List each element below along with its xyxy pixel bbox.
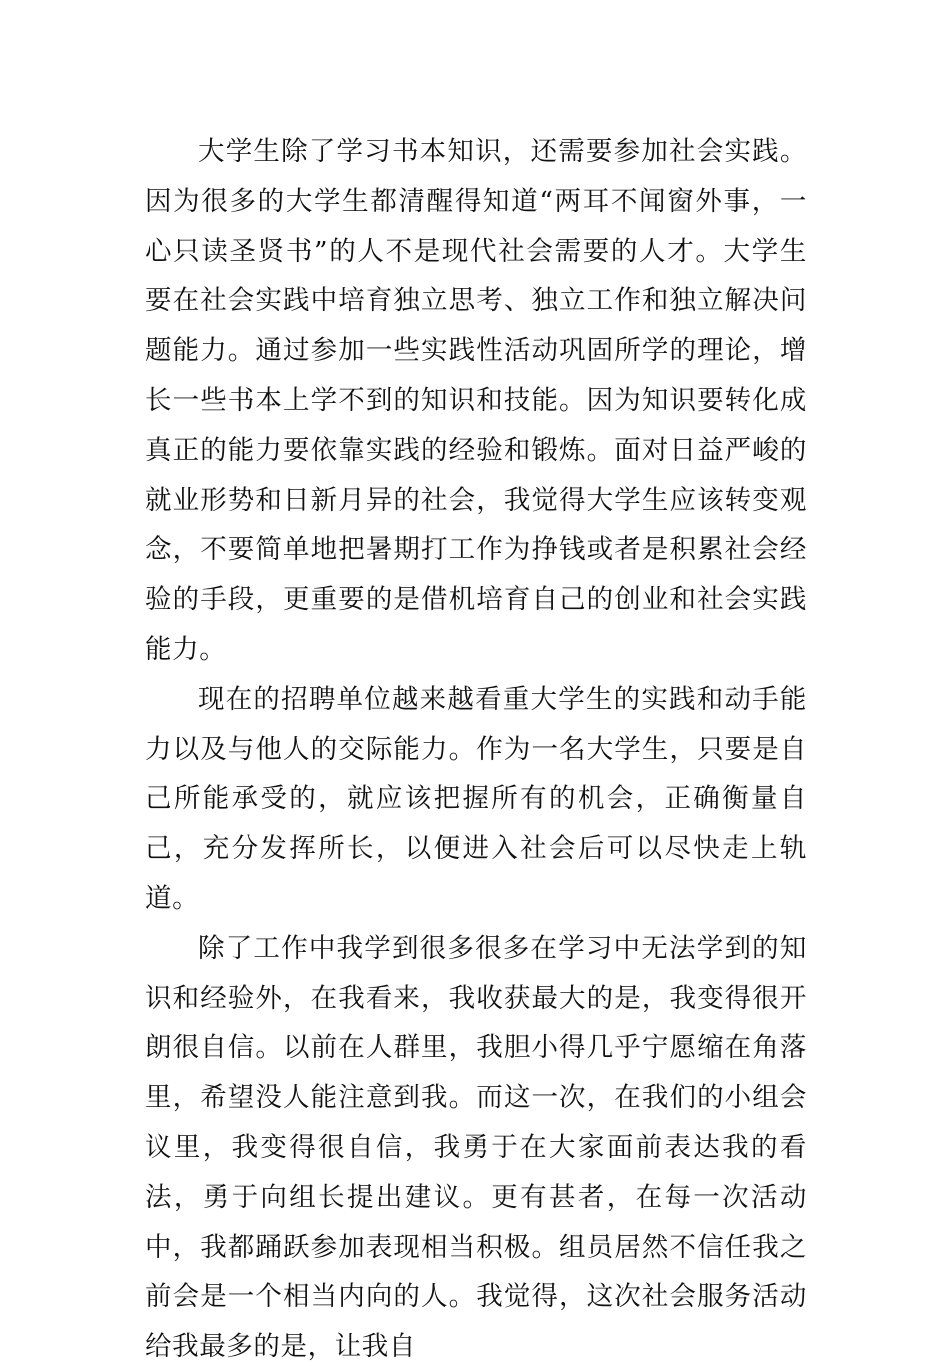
- paragraph: 大学生除了学习书本知识，还需要参加社会实践。因为很多的大学生都清醒得知道“两耳不闻窗外事，一心只读圣贤书”的人不是现代社会需要的人才。大学生要在社会实践中培育独立思考、独立工作和独立解决问题能力。通过参加一些实践性活动巩固所学的理论，增长一些书本上学不到的知识和技能。因为知识要转化成真正的能力要依靠实践的经验和锻炼。面对日益严峻的就业形势和日新月异的社会，我觉得大学生应该转变观念，不要简单地把暑期打工作为挣钱或者是积累社会经验的手段，更重要的是借机培育自己的创业和社会实践能力。: [145, 136, 807, 665]
- paragraph: 现在的招聘单位越来越看重大学生的实践和动手能力以及与他人的交际能力。作为一名大学生，只要是自己所能承受的，就应该把握所有的机会，正确衡量自己，充分发挥所长，以便进入社会后可以尽快走上轨道。: [145, 683, 807, 914]
- document-body: [145, 127, 807, 1372]
- paragraph: 除了工作中我学到很多很多在学习中无法学到的知识和经验外，在我看来，我收获最大的是，我变得很开朗很自信。以前在人群里，我胆小得几乎宁愿缩在角落里，希望没人能注意到我。而这一次，在我们的小组会议里，我变得很自信，我勇于在大家面前表达我的看法，勇于向组长提出建议。更有甚者，在每一次活动中，我都踊跃参加表现相当积极。组员居然不信任我之前会是一个相当内向的人。我觉得，这次社会服务活动给我最多的是，让我自: [145, 932, 807, 1363]
